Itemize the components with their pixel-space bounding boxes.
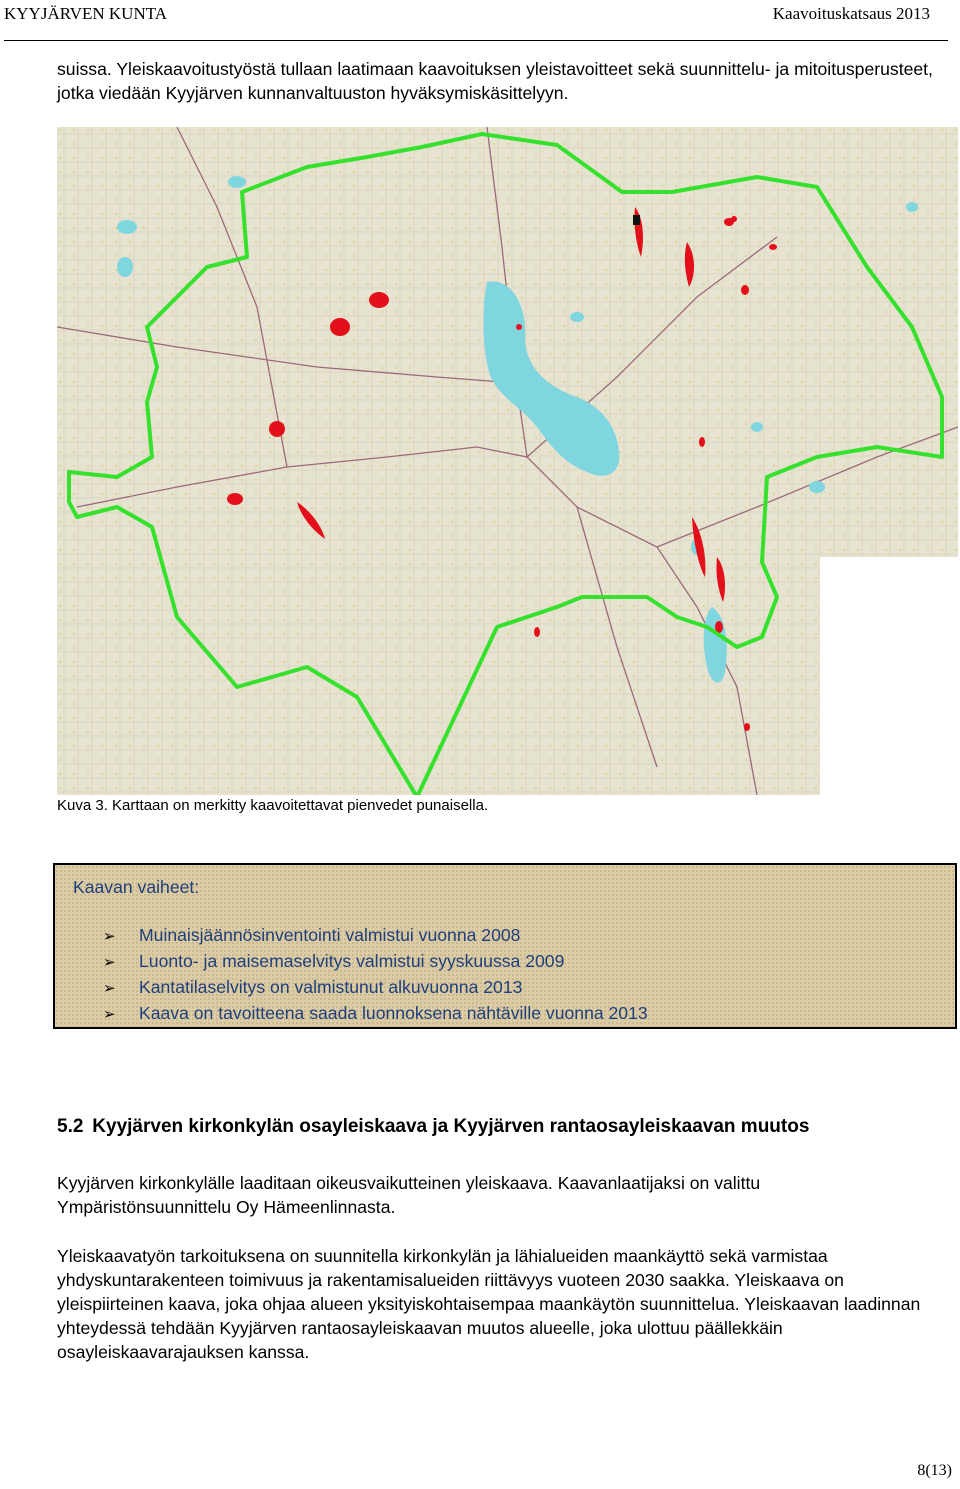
phase-item-label: Kaava on tavoitteena saada luonnoksena nähtäville vuonna 2013 [139, 1003, 648, 1023]
arrow-bullet-icon: ➢ [103, 954, 116, 971]
phases-box [53, 863, 957, 1029]
page-number: 8(13) [917, 1462, 952, 1479]
phase-item-label: Kantatilaselvitys on valmistunut alkuvuonna 2013 [139, 977, 523, 997]
intro-paragraph: suissa. Yleiskaavoitustyöstä tullaan laatimaan kaavoituksen yleistavoitteet sekä suunnittelu- ja mitoitusperusteet, jotka viedään Kyyjärven kunnanvaltuuston hyväksymiskäsittelyyn. [57, 59, 933, 103]
arrow-bullet-icon: ➢ [103, 980, 116, 997]
section-paragraph-1: Kyyjärven kirkonkylälle laaditaan oikeusvaikutteinen yleiskaava. Kaavanlaatijaksi on valittu Ympäristönsuunnittelu Oy Hämeenlinnasta. [57, 1173, 761, 1217]
section-paragraph-2: Yleiskaavatyön tarkoituksena on suunnitella kirkonkylän ja lähialueiden maankäyttö sekä varmistaa yhdyskuntarakenteen toimivuus ja rakentamisalueiden riittävyys vuoteen 2030 saakka. Yleiskaava on yleispiirteinen kaava, joka ohjaa alueen yksityiskohtaisempaa maankäytön suunnittelua. Yleiskaavan laadinnan yhteydessä tehdään Kyyjärven rantaosayleiskaavan muutos alueelle, joka ulottuu päällekkäin osayleiskaavarajauksen kanssa. [57, 1246, 921, 1362]
phases-title: Kaavan vaiheet: [73, 877, 200, 897]
phase-item [103, 949, 648, 975]
phase-item [103, 1001, 648, 1027]
header-rule [4, 40, 948, 41]
section-number: 5.2 [57, 1116, 84, 1137]
section-heading [57, 1116, 809, 1138]
map-blank-corner [820, 557, 958, 795]
arrow-bullet-icon: ➢ [103, 1006, 116, 1023]
phase-item [103, 975, 648, 1001]
phase-item-label: Luonto- ja maisemaselvitys valmistui syyskuussa 2009 [139, 951, 565, 971]
phase-item-label: Muinaisjäännösinventointi valmistui vuonna 2008 [139, 925, 521, 945]
arrow-bullet-icon: ➢ [103, 928, 116, 945]
phases-list [103, 923, 648, 1027]
header-right: Kaavoituskatsaus 2013 [772, 4, 930, 23]
planning-area-map [57, 127, 958, 795]
header-left: KYYJÄRVEN KUNTA [4, 4, 168, 23]
map-marker [633, 215, 640, 225]
section-title: Kyyjärven kirkonkylän osayleiskaava ja Kyyjärven rantaosayleiskaavan muutos [92, 1116, 810, 1137]
phase-item [103, 923, 648, 949]
figure-caption: Kuva 3. Karttaan on merkitty kaavoitettavat pienvedet punaisella. [57, 797, 489, 814]
